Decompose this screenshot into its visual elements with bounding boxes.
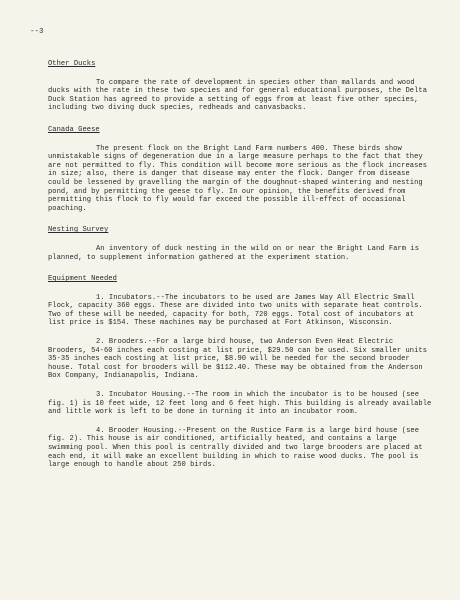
heading-equipment-needed: Equipment Needed (48, 275, 117, 284)
heading-canada-geese: Canada Geese (48, 125, 100, 134)
paragraph-brooders: 2. Brooders.--For a large bird house, two Anderson Even Heat Electric Brooders, 54-60 inches each costing at list price, $29.50 can be used. Six smaller units 35-35 inches each costing at list price, $8.90 will be needed for the second brooder house. Total cost for brooders will be $112.40. These may be obtained from the Anderson Box Company, Indianapolis, Indiana. (48, 338, 432, 381)
paragraph-brooder-housing: 4. Brooder Housing.--Present on the Rustice Farm is a large bird house (see fig. 2). This house is air conditioned, artificially heated, and contains a large swimming pool. When this pool is centrally divided and two large brooders are placed at each end, it will make an excellent building in which to raise wood ducks. The pool is large enough to handle about 250 birds. (48, 426, 428, 470)
heading-other-ducks: Other Ducks (48, 60, 96, 68)
paragraph-nesting-survey: An inventory of duck nesting in the wild on or near the Bright Land Farm is planned, to supplement information gathered at the experiment station. (48, 244, 424, 262)
paragraph-incubators: 1. Incubators.--The incubators to be used are James Way All Electric Small Flock, capacity 360 eggs. These are divided into two units with separate heat controls. Two of these will be needed, capacity for both, 720 eggs. Total cost of incubators at list price is $154. These machines may be purchased at Fort Atkinson, Wisconsin. (48, 293, 428, 328)
heading-nesting-survey: Nesting Survey (48, 226, 109, 235)
page-number: --3 (30, 28, 44, 36)
paragraph-other-ducks: To compare the rate of development in species other than mallards and wood ducks with the rate in these two species and for general educational purposes, the Delta Duck Station has agreed to provide a setting of eggs from at least five other species, including two diving duck species, redheads and canvasbacks. (48, 78, 432, 113)
paragraph-incubator-housing: 3. Incubator Housing.--The room in which the incubator is to be housed (see fig. 1) is 10 feet wide, 12 feet long and 6 feet high. This building is already available and little work is left to be done in turning it into an incubator room. (48, 391, 436, 417)
paragraph-canada-geese: The present flock on the Bright Land Farm numbers 400. These birds show unmistakable signs of degeneration due in a large measure perhaps to the fact that they are not permitted to fly. This condition will become more serious as the flock increases in size; also, there is danger that disease may enter the flock. Danger from disease could be lessened by gravelling the margin of the doughnut-shaped wintering and nesting pond, and by permitting the geese to fly. In our opinion, the benefits derived from permitting this flock to fly would far exceed the possible ill-effect of occasional poaching. (48, 144, 432, 213)
